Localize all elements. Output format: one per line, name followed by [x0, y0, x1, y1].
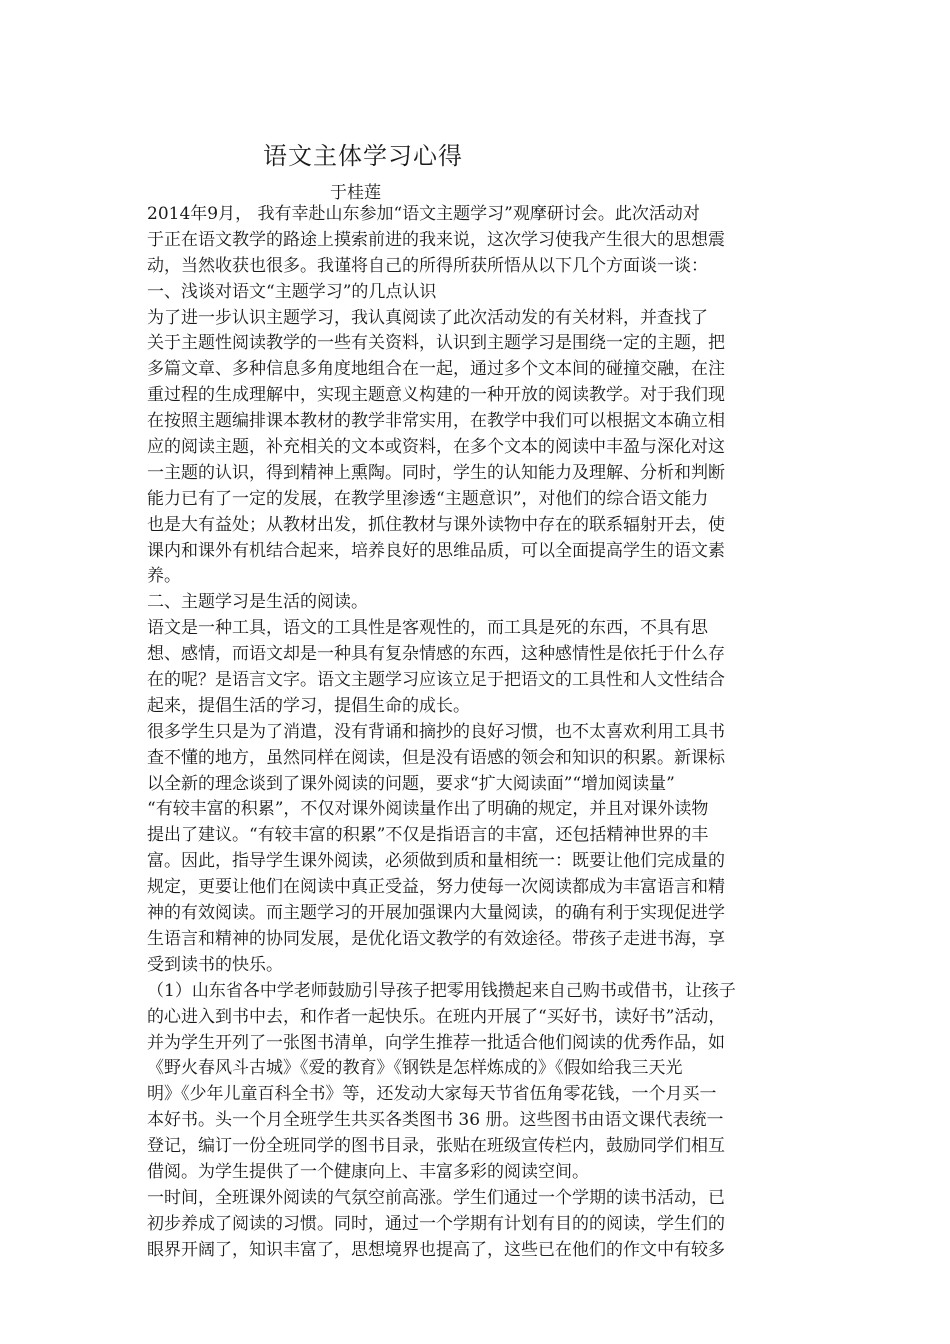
text-line: 《野火春风斗古城》《爱的教育》《钢铁是怎样炼成的》《假如给我三天光 — [147, 1058, 683, 1079]
text-line: 眼界开阔了，知识丰富了，思想境界也提高了，这些已在他们的作文中有较多 — [147, 1239, 725, 1260]
text-line: （1）山东省各中学老师鼓励引导孩子把零用钱攒起来自己购书或借书，让孩子 — [147, 980, 736, 1001]
text-line: 能力已有了一定的发展，在教学里渗透“主题意识”，对他们的综合语文能力 — [147, 488, 709, 509]
text-line: 起来，提倡生活的学习，提倡生命的成长。 — [147, 695, 470, 716]
text-line: 登记，编订一份全班同学的图书目录，张贴在班级宣传栏内，鼓励同学们相互 — [147, 1136, 725, 1157]
text-line: 一主题的认识，得到精神上熏陶。同时，学生的认知能力及理解、分析和判断 — [147, 462, 725, 483]
text-line: 为了进一步认识主题学习，我认真阅读了此次活动发的有关材料，并查找了 — [147, 307, 708, 328]
text-line: 动，当然收获也很多。我谨将自己的所得所获所悟从以下几个方面谈一谈： — [147, 255, 708, 276]
text-line: 的心进入到书中去，和作者一起快乐。在班内开展了“买好书，读好书”活动， — [147, 1006, 726, 1027]
text-line: 本好书。头一个月全班学生共买各类图书 36 册。这些图书由语文课代表统一 — [147, 1110, 724, 1131]
text-line: 在按照主题编排课本教材的教学非常实用，在教学中我们可以根据文本确立相 — [147, 411, 725, 432]
text-line: 想、感情，而语文却是一种具有复杂情感的东西，这种感情性是依托于什么存 — [147, 644, 725, 665]
text-line: 也是大有益处；从教材出发，抓住教材与课外读物中存在的联系辐射开去，使 — [147, 514, 725, 535]
text-line: “有较丰富的积累”，不仅对课外阅读量作出了明确的规定，并且对课外读物 — [147, 799, 709, 820]
text-line: 规定，更要让他们在阅读中真正受益，努力使每一次阅读都成为丰富语言和精 — [147, 877, 725, 898]
text-line: 养。 — [147, 566, 181, 587]
text-line: 提出了建议。“有较丰富的积累”不仅是指语言的丰富，还包括精神世界的丰 — [147, 825, 709, 846]
text-line: 重过程的生成理解中，实现主题意义构建的一种开放的阅读教学。对于我们现 — [147, 385, 725, 406]
text-line: 应的阅读主题，补充相关的文本或资料，在多个文本的阅读中丰盈与深化对这 — [147, 437, 725, 458]
document-body — [147, 202, 819, 1264]
text-line: 神的有效阅读。而主题学习的开展加强课内大量阅读，的确有利于实现促进学 — [147, 903, 725, 924]
text-line: 以全新的理念谈到了课外阅读的问题，要求“扩大阅读面”“增加阅读量” — [147, 773, 675, 794]
text-line: 二、主题学习是生活的阅读。 — [147, 592, 368, 613]
text-line: 语文是一种工具，语文的工具性是客观性的，而工具是死的东西，不具有思 — [147, 618, 708, 639]
text-line: 2014年9月， 我有幸赴山东参加“语文主题学习”观摩研讨会。此次活动对 — [147, 204, 700, 224]
text-line: 明》《少年儿童百科全书》等，还发动大家每天节省伍角零花钱，一个月买一 — [147, 1084, 717, 1105]
text-line: 并为学生开列了一张图书清单，向学生推荐一批适合他们阅读的优秀作品，如 — [147, 1032, 725, 1053]
text-line: 借阅。为学生提供了一个健康向上、丰富多彩的阅读空间。 — [147, 1161, 589, 1182]
document-title: 语文主体学习心得 — [263, 142, 463, 170]
text-line: 多篇文章、多种信息多角度地组合在一起，通过多个文本间的碰撞交融，在注 — [147, 359, 725, 380]
text-line: 查不懂的地方，虽然同样在阅读，但是没有语感的领会和知识的积累。新课标 — [147, 747, 725, 768]
text-line: 初步养成了阅读的习惯。同时，通过一个学期有计划有目的的阅读，学生们的 — [147, 1213, 725, 1234]
text-line: 很多学生只是为了消遣，没有背诵和摘抄的良好习惯，也不太喜欢利用工具书 — [147, 721, 725, 742]
document-author: 于桂莲 — [330, 183, 381, 203]
text-line: 受到读书的快乐。 — [147, 954, 283, 975]
text-line: 在的呢？是语言文字。语文主题学习应该立足于把语文的工具性和人文性结合 — [147, 670, 725, 691]
text-line: 一、浅谈对语文“主题学习”的几点认识 — [147, 281, 437, 302]
text-line: 关于主题性阅读教学的一些有关资料，认识到主题学习是围绕一定的主题，把 — [147, 333, 725, 354]
text-line: 富。因此，指导学生课外阅读，必须做到质和量相统一：既要让他们完成量的 — [147, 851, 725, 872]
text-line: 一时间，全班课外阅读的气氛空前高涨。学生们通过一个学期的读书活动，已 — [147, 1187, 725, 1208]
text-line: 课内和课外有机结合起来，培养良好的思维品质，可以全面提高学生的语文素 — [147, 540, 725, 561]
text-line: 生语言和精神的协同发展，是优化语文教学的有效途径。带孩子走进书海，享 — [147, 928, 725, 949]
text-line: 于正在语文教学的路途上摸索前进的我来说，这次学习使我产生很大的思想震 — [147, 229, 725, 250]
